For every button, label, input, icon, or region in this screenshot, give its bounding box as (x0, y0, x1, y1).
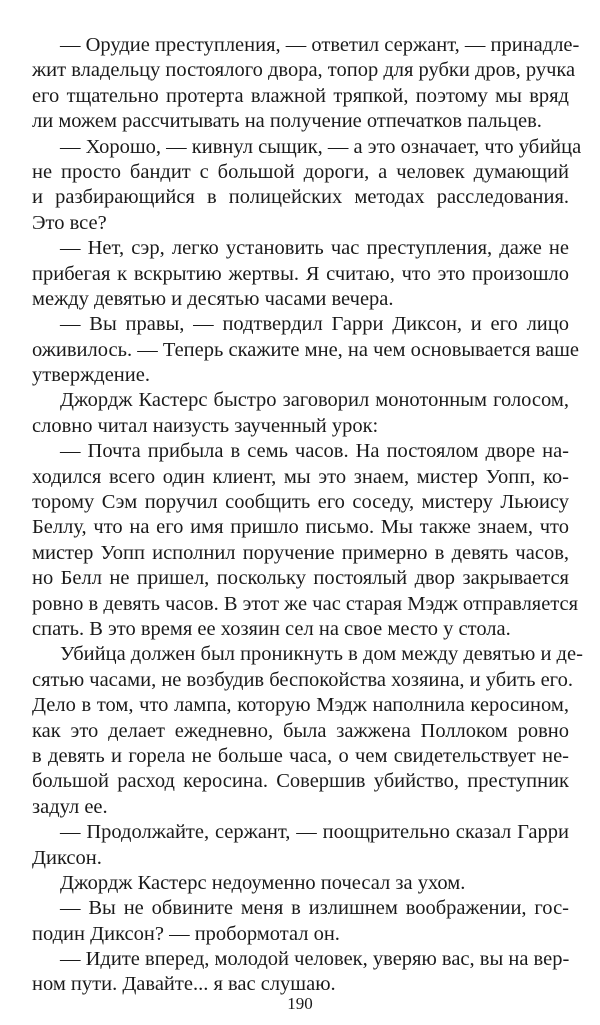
text-line: сятью часами, не возбудив беспокойства хозяина, и убить его. (32, 668, 573, 691)
text-line: Это все? (32, 211, 107, 234)
page-number: 190 (287, 994, 313, 1013)
text-line: ли можем рассчитывать на получение отпечатков пальцев. (32, 110, 542, 133)
paragraph (32, 896, 569, 947)
text-line: — Почта прибыла в семь часов. На постоялом дворе на- (60, 440, 569, 463)
text-line: и разбирающийся в полицейских методах расследования. (32, 186, 569, 209)
text-line: Диксон. (32, 846, 102, 869)
text-line: Джордж Кастерс недоуменно почесал за ухом. (60, 871, 466, 894)
text-line: оживилось. — Теперь скажите мне, на чем основывается ваше (32, 338, 580, 361)
text-line: — Хорошо, — кивнул сыщик, — а это означает, что убийца (60, 135, 582, 158)
text-line: большой расход керосина. Совершив убийство, преступник (32, 770, 569, 793)
text-line: не просто бандит с большой дороги, а человек думающий (32, 160, 569, 183)
text-line: — Орудие преступления, — ответил сержант, — принадле- (60, 34, 580, 56)
text-line: — Продолжайте, сержант, — поощрительно сказал Гарри (60, 821, 569, 844)
paragraph (32, 871, 569, 896)
paragraph (32, 820, 569, 871)
paragraph (32, 135, 582, 237)
text-line: его тщательно протерта влажной тряпкой, поэтому мы вряд (32, 84, 569, 107)
text-line: Дело в том, что лампа, которую Мэдж наполнила керосином, (32, 694, 569, 717)
text-line: прибегая к вскрытию жертвы. Я считаю, что это произошло (32, 262, 569, 285)
text-line: ровно в девять часов. В этот же час старая Мэдж отправляется (32, 592, 579, 615)
paragraph (32, 642, 583, 820)
text-line: мистер Уопп исполнил поручение примерно в девять часов, (32, 541, 569, 564)
text-line: жит владельцу постоялого двора, топор для рубки дров, ручка (32, 59, 576, 82)
text-line: задул ее. (32, 795, 108, 818)
text-line: в девять и горела не больше часа, о чем свидетельствует не- (32, 744, 569, 767)
paragraph (32, 947, 569, 998)
text-line: Джордж Кастерс быстро заговорил монотонным голосом, (60, 389, 569, 412)
paragraph (32, 388, 569, 439)
text-line: ном пути. Давайте... я вас слушаю. (32, 973, 336, 996)
paragraph (32, 312, 580, 388)
text-line: — Нет, сэр, легко установить час преступления, даже не (60, 237, 569, 260)
text-line: между девятью и десятью часами вечера. (32, 287, 394, 310)
paragraph (32, 236, 569, 312)
text-line: ходился всего один клиент, мы это знаем, мистер Уопп, ко- (32, 465, 569, 488)
paragraph (32, 33, 580, 135)
page-body (32, 33, 583, 998)
paragraph (32, 439, 579, 642)
text-line: — Идите вперед, молодой человек, уверяю вас, вы на вер- (60, 948, 570, 971)
text-line: но Белл не пришел, поскольку постоялый двор закрывается (32, 567, 569, 590)
text-line: Беллу, что на его имя пришло письмо. Мы также знаем, что (32, 516, 569, 539)
text-line: подин Диксон? — пробормотал он. (32, 922, 340, 945)
text-line: как это делает ежедневно, была зажжена Поллоком ровно (32, 719, 569, 742)
text-line: — Вы правы, — подтвердил Гарри Диксон, и его лицо (60, 313, 569, 336)
text-line: спать. В это время ее хозяин сел на свое место у стола. (32, 617, 511, 640)
text-line: — Вы не обвините меня в излишнем воображении, гос- (60, 897, 569, 920)
text-line: торому Сэм поручил сообщить его соседу, мистеру Льюису (32, 491, 569, 514)
text-line: утверждение. (32, 364, 150, 387)
text-line: Убийца должен был проникнуть в дом между девятью и де- (60, 643, 583, 666)
text-line: словно читал наизусть заученный урок: (32, 414, 379, 437)
